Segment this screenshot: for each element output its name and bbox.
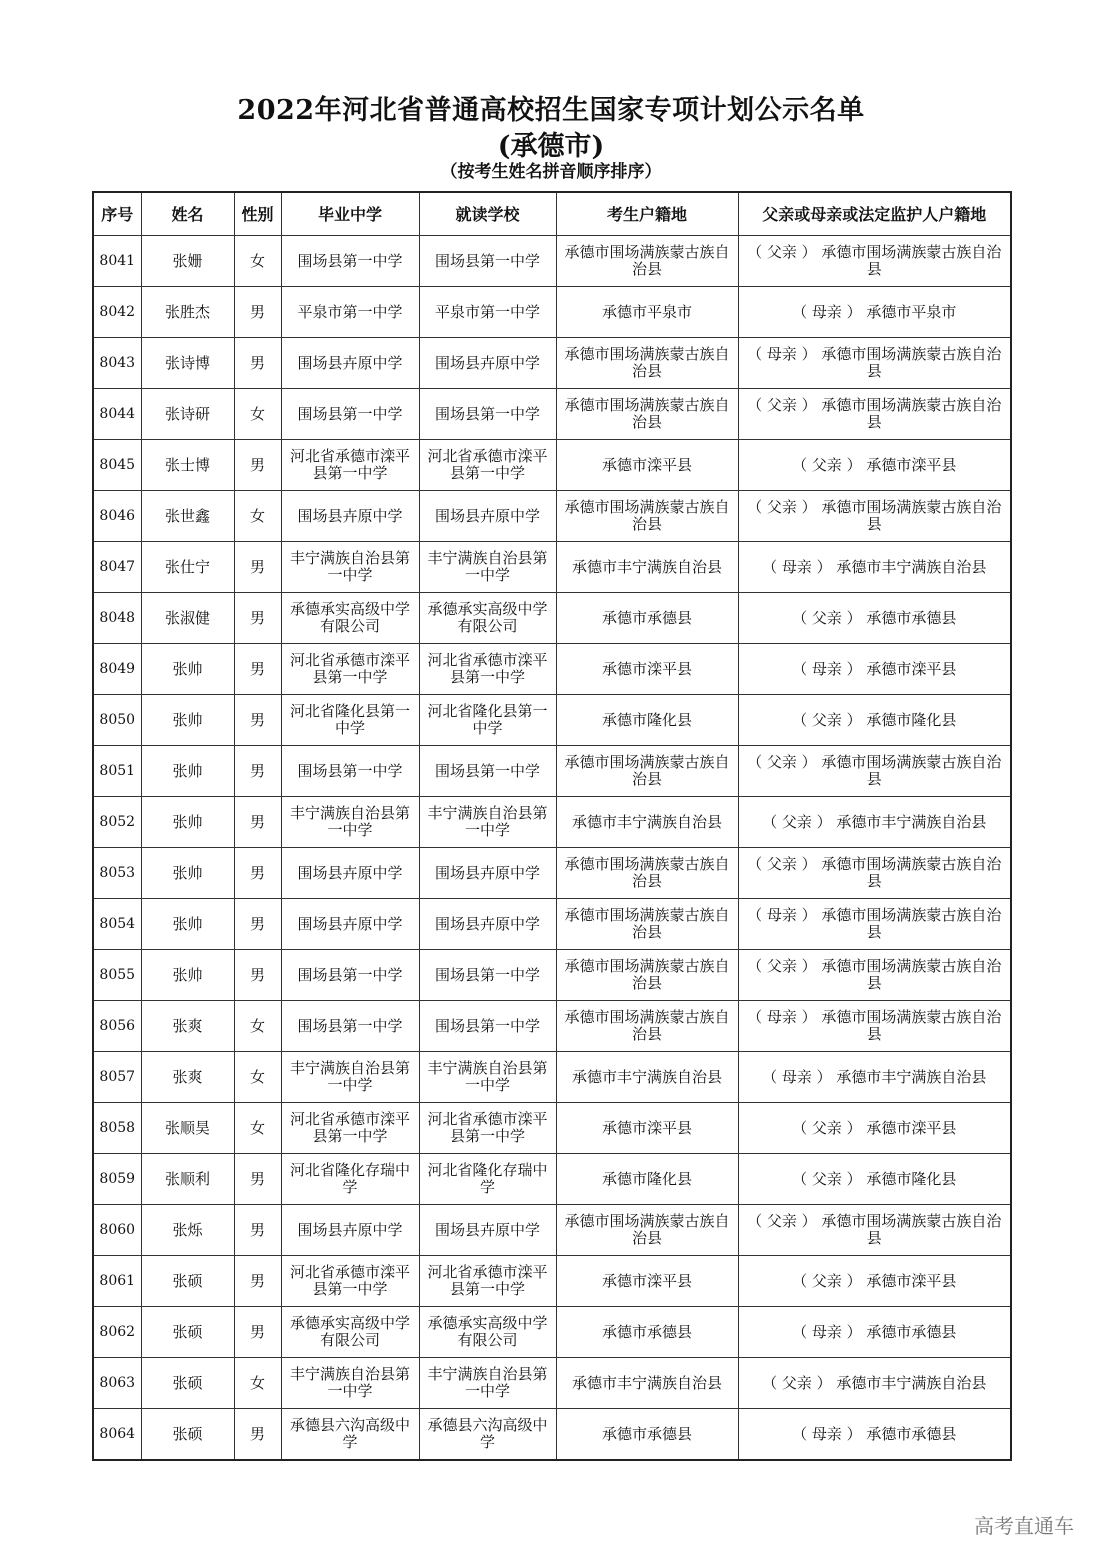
cell-gender: 女 — [234, 389, 281, 440]
cell-student-hukou: 承德市围场满族蒙古族自治县 — [556, 899, 738, 950]
cell-guardian-hukou: （ 父亲 ） 承德市围场满族蒙古族自治县 — [738, 746, 1011, 797]
cell-graduated-school: 丰宁满族自治县第一中学 — [281, 1358, 419, 1409]
cell-current-school: 承德承实高级中学有限公司 — [419, 1307, 556, 1358]
cell-graduated-school: 围场县卉原中学 — [281, 1205, 419, 1256]
cell-gender: 男 — [234, 542, 281, 593]
cell-guardian-hukou: （ 母亲 ） 承德市丰宁满族自治县 — [738, 542, 1011, 593]
cell-seq: 8051 — [93, 746, 141, 797]
cell-current-school: 平泉市第一中学 — [419, 287, 556, 338]
cell-name: 张帅 — [141, 695, 234, 746]
cell-guardian-hukou: （ 父亲 ） 承德市滦平县 — [738, 440, 1011, 491]
cell-graduated-school: 围场县卉原中学 — [281, 848, 419, 899]
cell-current-school: 丰宁满族自治县第一中学 — [419, 797, 556, 848]
cell-current-school: 河北省承德市滦平县第一中学 — [419, 440, 556, 491]
cell-student-hukou: 承德市围场满族蒙古族自治县 — [556, 746, 738, 797]
column-header-student-hukou: 考生户籍地 — [556, 192, 738, 236]
cell-guardian-hukou: （ 母亲 ） 承德市丰宁满族自治县 — [738, 1052, 1011, 1103]
cell-student-hukou: 承德市围场满族蒙古族自治县 — [556, 236, 738, 287]
cell-gender: 男 — [234, 797, 281, 848]
cell-seq: 8060 — [93, 1205, 141, 1256]
cell-name: 张帅 — [141, 746, 234, 797]
cell-gender: 女 — [234, 1052, 281, 1103]
cell-graduated-school: 围场县卉原中学 — [281, 338, 419, 389]
cell-student-hukou: 承德市平泉市 — [556, 287, 738, 338]
cell-guardian-hukou: （ 母亲 ） 承德市承德县 — [738, 1409, 1011, 1461]
column-header-guardian-hukou: 父亲或母亲或法定监护人户籍地 — [738, 192, 1011, 236]
table-row — [93, 1052, 1011, 1103]
cell-guardian-hukou: （ 父亲 ） 承德市围场满族蒙古族自治县 — [738, 950, 1011, 1001]
cell-guardian-hukou: （ 父亲 ） 承德市围场满族蒙古族自治县 — [738, 848, 1011, 899]
table-row — [93, 593, 1011, 644]
cell-graduated-school: 围场县第一中学 — [281, 389, 419, 440]
cell-student-hukou: 承德市围场满族蒙古族自治县 — [556, 848, 738, 899]
cell-current-school: 河北省承德市滦平县第一中学 — [419, 1256, 556, 1307]
table-header-row — [93, 192, 1011, 236]
cell-name: 张顺昊 — [141, 1103, 234, 1154]
table-row — [93, 440, 1011, 491]
cell-gender: 男 — [234, 1307, 281, 1358]
cell-seq: 8056 — [93, 1001, 141, 1052]
cell-gender: 男 — [234, 644, 281, 695]
cell-seq: 8046 — [93, 491, 141, 542]
cell-name: 张胜杰 — [141, 287, 234, 338]
cell-seq: 8064 — [93, 1409, 141, 1461]
cell-current-school: 河北省承德市滦平县第一中学 — [419, 644, 556, 695]
cell-name: 张诗研 — [141, 389, 234, 440]
cell-gender: 男 — [234, 593, 281, 644]
cell-seq: 8050 — [93, 695, 141, 746]
table-row — [93, 1001, 1011, 1052]
cell-guardian-hukou: （ 母亲 ） 承德市围场满族蒙古族自治县 — [738, 899, 1011, 950]
cell-student-hukou: 承德市围场满族蒙古族自治县 — [556, 491, 738, 542]
cell-student-hukou: 承德市丰宁满族自治县 — [556, 542, 738, 593]
cell-student-hukou: 承德市滦平县 — [556, 1103, 738, 1154]
cell-graduated-school: 河北省承德市滦平县第一中学 — [281, 1103, 419, 1154]
cell-current-school: 河北省隆化县第一中学 — [419, 695, 556, 746]
table-row — [93, 797, 1011, 848]
cell-current-school: 河北省承德市滦平县第一中学 — [419, 1103, 556, 1154]
cell-gender: 男 — [234, 1409, 281, 1461]
sort-note: （按考生姓名拼音顺序排序） — [440, 162, 662, 182]
cell-gender: 男 — [234, 899, 281, 950]
cell-name: 张士博 — [141, 440, 234, 491]
cell-guardian-hukou: （ 父亲 ） 承德市丰宁满族自治县 — [738, 1358, 1011, 1409]
cell-gender: 女 — [234, 236, 281, 287]
cell-student-hukou: 承德市围场满族蒙古族自治县 — [556, 950, 738, 1001]
cell-guardian-hukou: （ 父亲 ） 承德市隆化县 — [738, 695, 1011, 746]
cell-name: 张世鑫 — [141, 491, 234, 542]
cell-guardian-hukou: （ 母亲 ） 承德市平泉市 — [738, 287, 1011, 338]
cell-seq: 8054 — [93, 899, 141, 950]
cell-current-school: 河北省隆化存瑞中学 — [419, 1154, 556, 1205]
table-row — [93, 1205, 1011, 1256]
page-subtitle: (承德市) — [497, 131, 605, 162]
cell-gender: 女 — [234, 1103, 281, 1154]
cell-name: 张帅 — [141, 644, 234, 695]
cell-name: 张姗 — [141, 236, 234, 287]
table-row — [93, 848, 1011, 899]
cell-guardian-hukou: （ 父亲 ） 承德市滦平县 — [738, 1103, 1011, 1154]
cell-current-school: 围场县卉原中学 — [419, 491, 556, 542]
cell-gender: 女 — [234, 491, 281, 542]
cell-seq: 8047 — [93, 542, 141, 593]
table-row — [93, 746, 1011, 797]
cell-gender: 男 — [234, 695, 281, 746]
table-row — [93, 644, 1011, 695]
cell-student-hukou: 承德市围场满族蒙古族自治县 — [556, 1001, 738, 1052]
table-body — [93, 236, 1011, 1461]
cell-guardian-hukou: （ 父亲 ） 承德市承德县 — [738, 593, 1011, 644]
cell-graduated-school: 承德承实高级中学有限公司 — [281, 1307, 419, 1358]
table-row — [93, 695, 1011, 746]
cell-gender: 男 — [234, 1154, 281, 1205]
cell-gender: 男 — [234, 746, 281, 797]
page-title: 2022年河北省普通高校招生国家专项计划公示名单 — [237, 95, 865, 126]
column-header-current-school: 就读学校 — [419, 192, 556, 236]
cell-student-hukou: 承德市隆化县 — [556, 695, 738, 746]
cell-student-hukou: 承德市围场满族蒙古族自治县 — [556, 1205, 738, 1256]
cell-graduated-school: 围场县卉原中学 — [281, 491, 419, 542]
table-row — [93, 236, 1011, 287]
cell-current-school: 围场县卉原中学 — [419, 848, 556, 899]
cell-gender: 男 — [234, 338, 281, 389]
cell-gender: 男 — [234, 440, 281, 491]
table-row — [93, 1409, 1011, 1461]
cell-current-school: 围场县卉原中学 — [419, 338, 556, 389]
cell-current-school: 围场县第一中学 — [419, 1001, 556, 1052]
cell-name: 张顺利 — [141, 1154, 234, 1205]
cell-seq: 8058 — [93, 1103, 141, 1154]
column-header-graduated-school: 毕业中学 — [281, 192, 419, 236]
cell-seq: 8048 — [93, 593, 141, 644]
cell-graduated-school: 丰宁满族自治县第一中学 — [281, 797, 419, 848]
cell-current-school: 围场县卉原中学 — [419, 1205, 556, 1256]
cell-name: 张硕 — [141, 1409, 234, 1461]
cell-gender: 男 — [234, 950, 281, 1001]
cell-name: 张硕 — [141, 1256, 234, 1307]
cell-seq: 8041 — [93, 236, 141, 287]
cell-seq: 8062 — [93, 1307, 141, 1358]
column-header-seq: 序号 — [93, 192, 141, 236]
cell-gender: 男 — [234, 1205, 281, 1256]
cell-seq: 8044 — [93, 389, 141, 440]
cell-seq: 8045 — [93, 440, 141, 491]
table-row — [93, 287, 1011, 338]
table-row — [93, 1154, 1011, 1205]
table-row — [93, 1358, 1011, 1409]
cell-current-school: 围场县第一中学 — [419, 389, 556, 440]
cell-gender: 男 — [234, 1256, 281, 1307]
table-row — [93, 389, 1011, 440]
cell-name: 张仕宁 — [141, 542, 234, 593]
cell-guardian-hukou: （ 父亲 ） 承德市隆化县 — [738, 1154, 1011, 1205]
cell-name: 张帅 — [141, 848, 234, 899]
cell-graduated-school: 围场县第一中学 — [281, 746, 419, 797]
cell-seq: 8042 — [93, 287, 141, 338]
cell-student-hukou: 承德市丰宁满族自治县 — [556, 797, 738, 848]
cell-seq: 8049 — [93, 644, 141, 695]
cell-graduated-school: 河北省承德市滦平县第一中学 — [281, 1256, 419, 1307]
cell-graduated-school: 丰宁满族自治县第一中学 — [281, 1052, 419, 1103]
cell-current-school: 丰宁满族自治县第一中学 — [419, 1358, 556, 1409]
table-row — [93, 1256, 1011, 1307]
cell-guardian-hukou: （ 母亲 ） 承德市围场满族蒙古族自治县 — [738, 338, 1011, 389]
cell-graduated-school: 平泉市第一中学 — [281, 287, 419, 338]
cell-guardian-hukou: （ 父亲 ） 承德市滦平县 — [738, 1256, 1011, 1307]
cell-name: 张诗博 — [141, 338, 234, 389]
cell-current-school: 围场县第一中学 — [419, 746, 556, 797]
cell-seq: 8057 — [93, 1052, 141, 1103]
cell-name: 张帅 — [141, 899, 234, 950]
cell-student-hukou: 承德市承德县 — [556, 593, 738, 644]
table-row — [93, 1307, 1011, 1358]
cell-graduated-school: 河北省隆化存瑞中学 — [281, 1154, 419, 1205]
cell-current-school: 丰宁满族自治县第一中学 — [419, 1052, 556, 1103]
cell-student-hukou: 承德市丰宁满族自治县 — [556, 1358, 738, 1409]
table-row — [93, 899, 1011, 950]
table-row — [93, 338, 1011, 389]
cell-graduated-school: 承德承实高级中学有限公司 — [281, 593, 419, 644]
cell-name: 张淑健 — [141, 593, 234, 644]
watermark: 高考直通车 — [974, 1514, 1074, 1538]
cell-name: 张硕 — [141, 1307, 234, 1358]
column-header-name: 姓名 — [141, 192, 234, 236]
cell-student-hukou: 承德市隆化县 — [556, 1154, 738, 1205]
cell-guardian-hukou: （ 父亲 ） 承德市围场满族蒙古族自治县 — [738, 491, 1011, 542]
cell-seq: 8059 — [93, 1154, 141, 1205]
cell-graduated-school: 围场县卉原中学 — [281, 899, 419, 950]
cell-student-hukou: 承德市滦平县 — [556, 644, 738, 695]
cell-gender: 女 — [234, 1001, 281, 1052]
cell-seq: 8063 — [93, 1358, 141, 1409]
cell-name: 张爽 — [141, 1001, 234, 1052]
cell-name: 张硕 — [141, 1358, 234, 1409]
cell-name: 张帅 — [141, 797, 234, 848]
cell-current-school: 丰宁满族自治县第一中学 — [419, 542, 556, 593]
cell-guardian-hukou: （ 父亲 ） 承德市围场满族蒙古族自治县 — [738, 1205, 1011, 1256]
cell-graduated-school: 围场县第一中学 — [281, 236, 419, 287]
cell-name: 张爽 — [141, 1052, 234, 1103]
cell-student-hukou: 承德市承德县 — [556, 1409, 738, 1461]
column-header-gender: 性别 — [234, 192, 281, 236]
cell-student-hukou: 承德市承德县 — [556, 1307, 738, 1358]
cell-graduated-school: 围场县第一中学 — [281, 950, 419, 1001]
cell-student-hukou: 承德市滦平县 — [556, 1256, 738, 1307]
cell-name: 张帅 — [141, 950, 234, 1001]
cell-student-hukou: 承德市围场满族蒙古族自治县 — [556, 338, 738, 389]
cell-current-school: 承德承实高级中学有限公司 — [419, 593, 556, 644]
cell-seq: 8055 — [93, 950, 141, 1001]
cell-seq: 8052 — [93, 797, 141, 848]
cell-student-hukou: 承德市滦平县 — [556, 440, 738, 491]
cell-graduated-school: 河北省隆化县第一中学 — [281, 695, 419, 746]
cell-guardian-hukou: （ 母亲 ） 承德市承德县 — [738, 1307, 1011, 1358]
cell-seq: 8053 — [93, 848, 141, 899]
cell-guardian-hukou: （ 父亲 ） 承德市围场满族蒙古族自治县 — [738, 389, 1011, 440]
table-row — [93, 491, 1011, 542]
cell-gender: 男 — [234, 287, 281, 338]
cell-seq: 8061 — [93, 1256, 141, 1307]
admission-table — [92, 191, 1012, 1461]
cell-graduated-school: 承德县六沟高级中学 — [281, 1409, 419, 1461]
table-row — [93, 542, 1011, 593]
cell-gender: 女 — [234, 1358, 281, 1409]
table-row — [93, 950, 1011, 1001]
cell-student-hukou: 承德市围场满族蒙古族自治县 — [556, 389, 738, 440]
cell-guardian-hukou: （ 母亲 ） 承德市围场满族蒙古族自治县 — [738, 1001, 1011, 1052]
cell-name: 张烁 — [141, 1205, 234, 1256]
cell-guardian-hukou: （ 父亲 ） 承德市丰宁满族自治县 — [738, 797, 1011, 848]
cell-current-school: 围场县卉原中学 — [419, 899, 556, 950]
cell-seq: 8043 — [93, 338, 141, 389]
cell-graduated-school: 丰宁满族自治县第一中学 — [281, 542, 419, 593]
cell-graduated-school: 围场县第一中学 — [281, 1001, 419, 1052]
cell-current-school: 围场县第一中学 — [419, 236, 556, 287]
cell-current-school: 围场县第一中学 — [419, 950, 556, 1001]
table-row — [93, 1103, 1011, 1154]
cell-guardian-hukou: （ 母亲 ） 承德市滦平县 — [738, 644, 1011, 695]
cell-graduated-school: 河北省承德市滦平县第一中学 — [281, 644, 419, 695]
cell-current-school: 承德县六沟高级中学 — [419, 1409, 556, 1461]
cell-gender: 男 — [234, 848, 281, 899]
cell-guardian-hukou: （ 父亲 ） 承德市围场满族蒙古族自治县 — [738, 236, 1011, 287]
cell-graduated-school: 河北省承德市滦平县第一中学 — [281, 440, 419, 491]
cell-student-hukou: 承德市丰宁满族自治县 — [556, 1052, 738, 1103]
